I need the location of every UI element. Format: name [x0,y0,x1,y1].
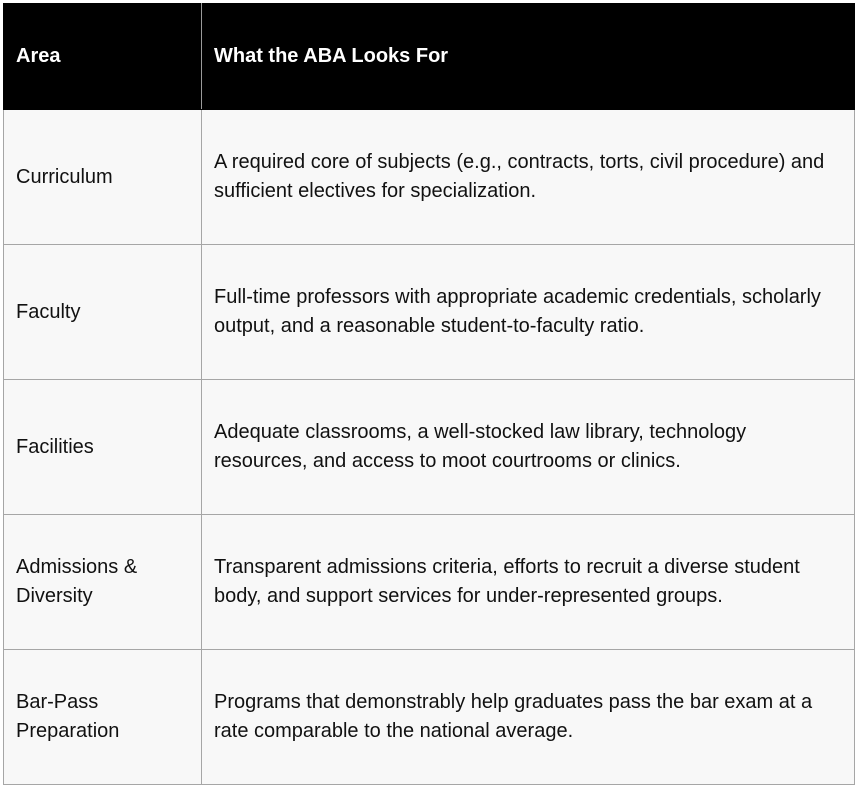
table-header-row [4,4,855,110]
row-area: Facilities [4,380,202,515]
header-area: Area [4,4,202,110]
table-row [4,245,855,380]
aba-criteria-table-container [3,3,854,785]
table-row [4,515,855,650]
row-area: Admissions & Diversity [4,515,202,650]
table-row [4,110,855,245]
header-what-aba-looks-for: What the ABA Looks For [202,4,855,110]
row-area: Bar-Pass Preparation [4,650,202,785]
row-area: Curriculum [4,110,202,245]
aba-criteria-table [3,3,855,785]
table-row [4,380,855,515]
table-row [4,650,855,785]
row-description: Programs that demonstrably help graduates pass the bar exam at a rate comparable to the national average. [202,650,855,785]
row-description: Transparent admissions criteria, efforts to recruit a diverse student body, and support services for under-represented groups. [202,515,855,650]
row-area: Faculty [4,245,202,380]
row-description: Full-time professors with appropriate academic credentials, scholarly output, and a reasonable student-to-faculty ratio. [202,245,855,380]
row-description: Adequate classrooms, a well-stocked law library, technology resources, and access to moot courtrooms or clinics. [202,380,855,515]
row-description: A required core of subjects (e.g., contracts, torts, civil procedure) and sufficient electives for specialization. [202,110,855,245]
